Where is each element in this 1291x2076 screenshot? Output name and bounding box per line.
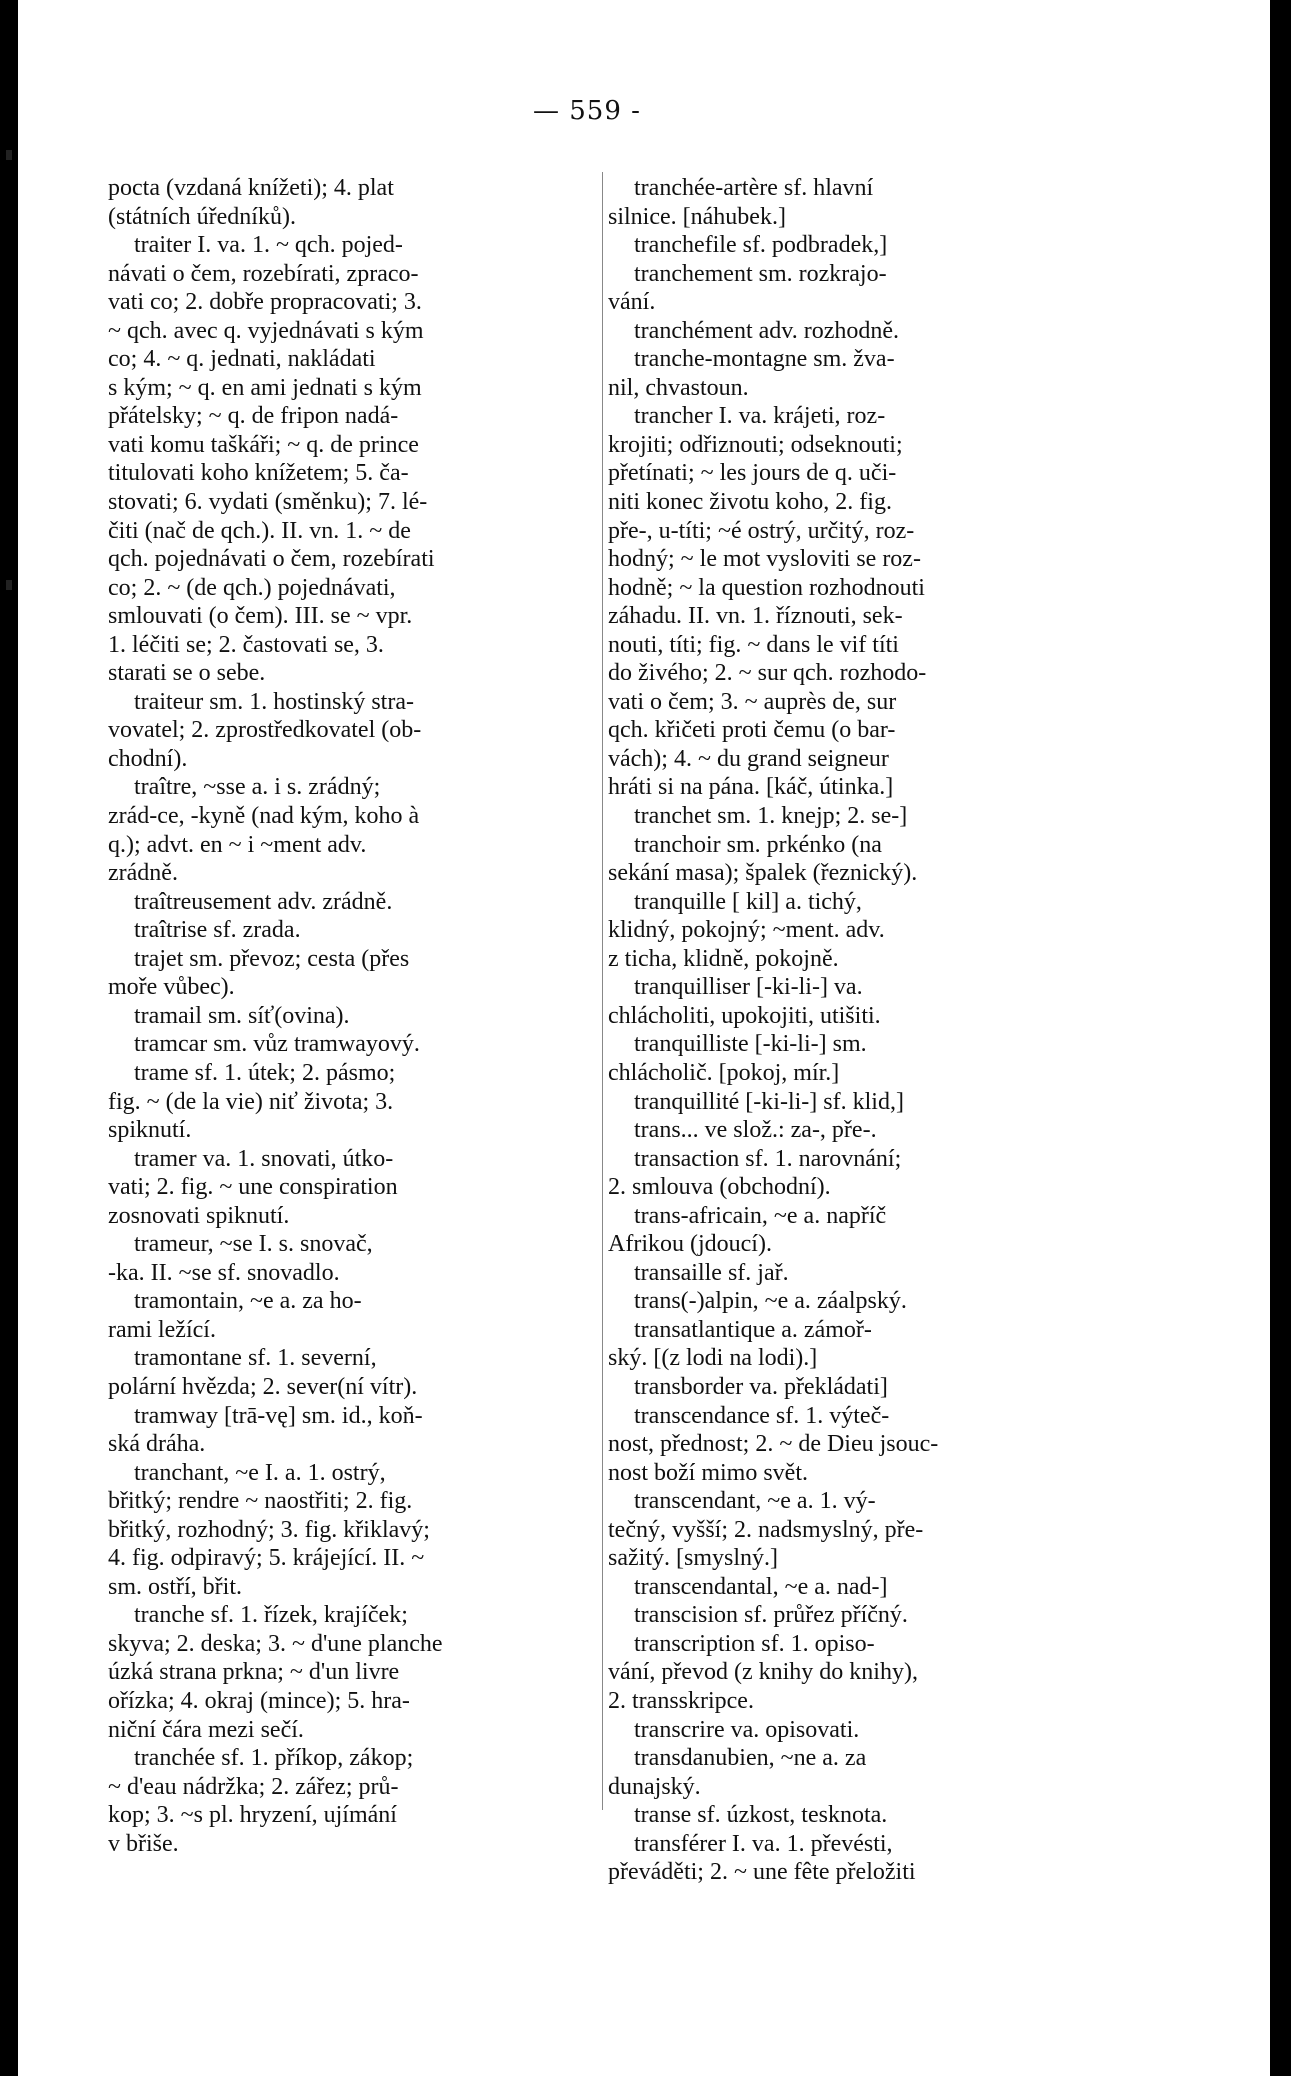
dictionary-line: transcendantal, ~e a. nad-] <box>634 1573 888 1600</box>
dictionary-page <box>18 0 1270 2076</box>
dictionary-line: ský. [(z lodi na lodi).] <box>608 1345 818 1372</box>
dictionary-line: trameur, ~se I. s. snovač, <box>134 1231 373 1258</box>
dictionary-line: stovati; 6. vydati (směnku); 7. lé- <box>108 489 428 516</box>
dictionary-line: vati o čem; 3. ~ auprès de, sur <box>608 688 897 715</box>
dictionary-line: hodný; ~ le mot vysloviti se roz- <box>608 546 921 573</box>
dictionary-line: tranquilliste [-ki-li-] sm. <box>634 1031 867 1058</box>
dictionary-line: převáděti; 2. ~ une fête přeložiti <box>608 1859 916 1886</box>
dictionary-line: tranchément adv. rozhodně. <box>634 317 899 344</box>
dictionary-line: 2. transskripce. <box>608 1687 754 1714</box>
dictionary-line: traiter I. va. 1. ~ qch. pojed- <box>134 232 403 259</box>
dictionary-line: ořízka; 4. okraj (mince); 5. hra- <box>108 1687 410 1714</box>
dictionary-line: -ka. II. ~se sf. snovadlo. <box>108 1259 340 1286</box>
page-number: — 559 - <box>533 96 641 126</box>
dictionary-line: trans(-)alpin, ~e a. záalpský. <box>634 1288 907 1315</box>
dictionary-line: vati; 2. fig. ~ une conspiration <box>108 1174 398 1201</box>
dictionary-line: břitký, rozhodný; 3. fig. křiklavý; <box>108 1516 430 1543</box>
dictionary-line: zrádně. <box>108 860 178 887</box>
dictionary-line: dunajský. <box>608 1773 701 1800</box>
dictionary-line: trajet sm. převoz; cesta (přes <box>134 945 410 972</box>
dictionary-line: klidný, pokojný; ~ment. adv. <box>608 917 885 944</box>
dictionary-line: rami ležící. <box>108 1316 216 1343</box>
dictionary-line: z ticha, klidně, pokojně. <box>608 945 839 972</box>
dictionary-line: ~ d'eau nádržka; 2. zářez; prů- <box>108 1773 399 1800</box>
dictionary-line: sekání masa); špalek (řeznický). <box>608 860 918 887</box>
dictionary-line: kop; 3. ~s pl. hryzení, ujímání <box>108 1802 397 1829</box>
dictionary-line: hodně; ~ la question rozhodnouti <box>608 574 925 601</box>
dictionary-line: titulovati koho knížetem; 5. ča- <box>108 460 409 487</box>
dictionary-line: vati co; 2. dobře propracovati; 3. <box>108 289 422 316</box>
dictionary-line: transatlantique a. zámoř- <box>634 1316 872 1343</box>
dictionary-line: 4. fig. odpiravý; 5. krájející. II. ~ <box>108 1545 425 1572</box>
dictionary-line: vách); 4. ~ du grand seigneur <box>608 745 889 772</box>
dictionary-line: transcription sf. 1. opiso- <box>634 1630 875 1657</box>
dictionary-line: transcision sf. průřez příčný. <box>634 1602 908 1629</box>
dictionary-line: traître, ~sse a. i s. zrádný; <box>134 774 381 801</box>
dictionary-line: transaille sf. jař. <box>634 1259 789 1286</box>
dictionary-line: nouti, títi; fig. ~ dans le vif títi <box>608 631 899 658</box>
scan-edge-mark <box>6 150 12 160</box>
dictionary-line: v břiše. <box>108 1830 179 1857</box>
dictionary-line: traiteur sm. 1. hostinský stra- <box>134 688 414 715</box>
dictionary-line: traîtrise sf. zrada. <box>134 917 301 944</box>
dictionary-line: transborder va. překládati] <box>634 1373 888 1400</box>
dictionary-line: tranquille [ kil] a. tichý, <box>634 888 862 915</box>
dictionary-line: tramway [trā-vę] sm. id., koň- <box>134 1402 423 1429</box>
dictionary-line: transférer I. va. 1. převésti, <box>634 1830 893 1857</box>
dictionary-line: trame sf. 1. útek; 2. pásmo; <box>134 1059 396 1086</box>
dictionary-line: vání. <box>608 289 656 316</box>
dictionary-line: nil, chvastoun. <box>608 374 749 401</box>
dictionary-line: qch. pojednávati o čem, rozebírati <box>108 546 435 573</box>
dictionary-line: břitký; rendre ~ naostřiti; 2. fig. <box>108 1488 413 1515</box>
dictionary-line: vání, převod (z knihy do knihy), <box>608 1659 918 1686</box>
dictionary-line: ~ qch. avec q. vyjednávati s kým <box>108 317 424 344</box>
dictionary-line: ská dráha. <box>108 1431 206 1458</box>
dictionary-line: záhadu. II. vn. 1. říznouti, sek- <box>608 603 903 630</box>
dictionary-line: tramontane sf. 1. severní, <box>134 1345 377 1372</box>
dictionary-line: fig. ~ (de la vie) niť života; 3. <box>108 1088 394 1115</box>
dictionary-line: tranchet sm. 1. knejp; 2. se-] <box>634 803 908 830</box>
dictionary-line: nost boží mimo svět. <box>608 1459 808 1486</box>
dictionary-line: zosnovati spiknutí. <box>108 1202 290 1229</box>
dictionary-line: traîtreusement adv. zrádně. <box>134 888 393 915</box>
dictionary-line: qch. křičeti proti čemu (o bar- <box>608 717 896 744</box>
dictionary-line: polární hvězda; 2. sever(ní vítr). <box>108 1373 418 1400</box>
dictionary-line: niční čára mezi sečí. <box>108 1716 304 1743</box>
dictionary-line: tranchefile sf. podbradek,] <box>634 232 888 259</box>
right-column <box>608 174 1092 1887</box>
dictionary-line: s kým; ~ q. en ami jednati s kým <box>108 374 422 401</box>
dictionary-line: tranche-montagne sm. žva- <box>634 346 895 373</box>
dictionary-line: 2. smlouva (obchodní). <box>608 1174 831 1201</box>
scan-edge-mark <box>6 580 12 590</box>
dictionary-line: zrád-ce, -kyně (nad kým, koho à <box>108 803 420 830</box>
dictionary-line: vovatel; 2. zprostředkovatel (ob- <box>108 717 422 744</box>
dictionary-line: chodní). <box>108 745 188 772</box>
dictionary-line: tranchant, ~e I. a. 1. ostrý, <box>134 1459 386 1486</box>
left-column <box>108 174 595 1858</box>
dictionary-line: přetínati; ~ les jours de q. uči- <box>608 460 897 487</box>
dictionary-line: transe sf. úzkost, tesknota. <box>634 1802 888 1829</box>
dictionary-line: tranche sf. 1. řízek, krajíček; <box>134 1602 408 1629</box>
dictionary-line: tramontain, ~e a. za ho- <box>134 1288 362 1315</box>
dictionary-line: tranchée sf. 1. příkop, zákop; <box>134 1745 414 1772</box>
dictionary-line: q.); advt. en ~ i ~ment adv. <box>108 831 367 858</box>
dictionary-line: do živého; 2. ~ sur qch. rozhodo- <box>608 660 927 687</box>
dictionary-line: přátelsky; ~ q. de fripon nadá- <box>108 403 399 430</box>
dictionary-line: co; 4. ~ q. jednati, nakládati <box>108 346 376 373</box>
dictionary-line: pocta (vzdaná knížeti); 4. plat <box>108 175 394 201</box>
dictionary-line: vati komu taškáři; ~ q. de prince <box>108 431 419 458</box>
dictionary-line: sm. ostří, břit. <box>108 1573 243 1600</box>
dictionary-line: sažitý. [smyslný.] <box>608 1545 778 1572</box>
dictionary-line: Afrikou (jdoucí). <box>608 1231 772 1258</box>
dictionary-line: trans... ve slož.: za-, pře-. <box>634 1117 877 1144</box>
dictionary-line: čiti (nač de qch.). II. vn. 1. ~ de <box>108 517 411 544</box>
dictionary-line: moře vůbec). <box>108 974 235 1001</box>
dictionary-line: tranquilliser [-ki-li-] va. <box>634 974 863 1001</box>
dictionary-line: starati se o sebe. <box>108 660 266 687</box>
dictionary-line: návati o čem, rozebírati, zpraco- <box>108 260 419 287</box>
dictionary-line: chlácholiti, upokojiti, utišiti. <box>608 1002 881 1029</box>
column-divider <box>602 172 603 1810</box>
dictionary-line: 1. léčiti se; 2. častovati se, 3. <box>108 631 384 658</box>
dictionary-line: krojiti; odřiznouti; odseknouti; <box>608 431 903 458</box>
dictionary-line: niti konec životu koho, 2. fig. <box>608 489 892 516</box>
dictionary-line: hráti si na pána. [káč, útinka.] <box>608 774 894 801</box>
dictionary-line: transaction sf. 1. narovnání; <box>634 1145 902 1172</box>
dictionary-line: transcendance sf. 1. výteč- <box>634 1402 890 1429</box>
dictionary-line: transdanubien, ~ne a. za <box>634 1745 867 1772</box>
dictionary-line: úzká strana prkna; ~ d'un livre <box>108 1659 400 1686</box>
dictionary-line: tramer va. 1. snovati, útko- <box>134 1145 394 1172</box>
dictionary-line: transcendant, ~e a. 1. vý- <box>634 1488 876 1515</box>
dictionary-line: nost, přednost; 2. ~ de Dieu jsouc- <box>608 1431 939 1458</box>
dictionary-line: tramail sm. síť(ovina). <box>134 1002 350 1029</box>
dictionary-line: tranquillité [-ki-li-] sf. klid,] <box>634 1088 904 1115</box>
dictionary-line: tečný, vyšší; 2. nadsmyslný, pře- <box>608 1516 924 1543</box>
dictionary-line: tramcar sm. vůz tramwayový. <box>134 1031 420 1058</box>
dictionary-line: (státních úředníků). <box>108 203 296 230</box>
dictionary-line: transcrire va. opisovati. <box>634 1716 860 1743</box>
dictionary-line: chlácholič. [pokoj, mír.] <box>608 1059 840 1086</box>
dictionary-line: trans-africain, ~e a. napříč <box>634 1202 887 1229</box>
dictionary-line: silnice. [náhubek.] <box>608 203 786 230</box>
dictionary-line: tranchement sm. rozkrajo- <box>634 260 887 287</box>
dictionary-line: tranchoir sm. prkénko (na <box>634 831 882 858</box>
dictionary-line: spiknutí. <box>108 1117 192 1144</box>
dictionary-line: trancher I. va. krájeti, roz- <box>634 403 886 430</box>
dictionary-line: skyva; 2. deska; 3. ~ d'une planche <box>108 1630 443 1657</box>
dictionary-line: co; 2. ~ (de qch.) pojednávati, <box>108 574 396 601</box>
dictionary-line: smlouvati (o čem). III. se ~ vpr. <box>108 603 413 630</box>
dictionary-line: tranchée-artère sf. hlavní <box>634 175 874 201</box>
dictionary-line: pře-, u-títi; ~é ostrý, určitý, roz- <box>608 517 915 544</box>
